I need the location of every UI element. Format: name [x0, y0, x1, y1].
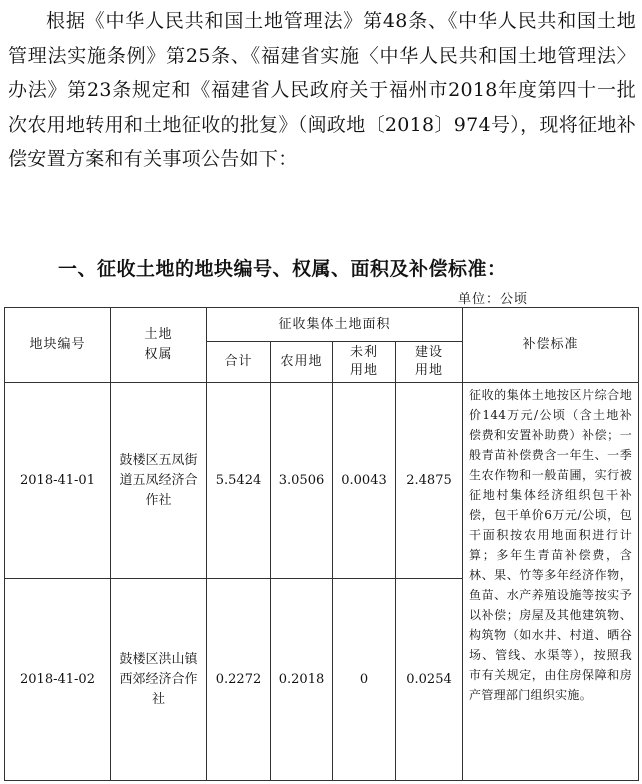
header-unused: 未利用地	[333, 342, 396, 383]
total-cell: 5.5424	[207, 383, 271, 579]
total-cell: 0.2272	[207, 579, 271, 781]
header-plot-no: 地块编号	[5, 308, 111, 383]
plot-no-cell: 2018-41-02	[5, 579, 111, 781]
header-ownership: 土地权属	[111, 308, 207, 383]
land-table	[4, 307, 639, 781]
construction-cell: 2.4875	[396, 383, 463, 579]
intro-paragraph: 根据《中华人民共和国土地管理法》第48条、《中华人民共和国土地管理法实施条例》第25条、《福建省实施〈中华人民共和国土地管理法〉办法》第23条规定和《福建省人民政府关于福州市2018年度第四十一批次农用地转用和土地征收的批复》（闽政地〔2018〕974号），现将征地补偿安置方案和有关事项公告如下：	[8, 10, 636, 170]
header-compensation: 补偿标准	[463, 308, 639, 383]
compensation-standard-text: 征收的集体土地按区片综合地价144万元/公顷（含土地补偿费和安置补助费）补偿；一般青苗补偿费含一年生、一季生农作物和一般苗圃，实行被征地村集体经济组织包干补偿，包干单价6万元/公顷，包干面积按农用地面积进行计算；多年生青苗补偿费，含林、果、竹等多年经济作物，鱼苗、水产养殖设施等按实予以补偿；房屋及其他建筑物、构筑物（如水井、村道、晒谷场、管线、水渠等），按照我市有关规定，由住房保障和房产管理部门组织实施。	[469, 388, 633, 702]
header-total: 合计	[207, 342, 271, 383]
unit-label: 单位：公顷	[458, 292, 529, 307]
compensation-standard-cell	[463, 383, 639, 781]
header-area-group: 征收集体土地面积	[207, 308, 463, 342]
table-row	[5, 383, 639, 579]
ownership-cell: 鼓楼区五凤街道五凤经济合作社	[111, 383, 207, 579]
plot-no-cell: 2018-41-01	[5, 383, 111, 579]
section-heading: 一、征收土地的地块编号、权属、面积及补偿标准：	[58, 258, 507, 280]
unused-cell: 0.0043	[333, 383, 396, 579]
ownership-cell: 鼓楼区洪山镇西郊经济合作社	[111, 579, 207, 781]
header-construction: 建设用地	[396, 342, 463, 383]
unused-cell: 0	[333, 579, 396, 781]
construction-cell: 0.0254	[396, 579, 463, 781]
header-farmland: 农用地	[271, 342, 333, 383]
header-row-1	[5, 308, 639, 342]
farmland-cell: 0.2018	[271, 579, 333, 781]
farmland-cell: 3.0506	[271, 383, 333, 579]
